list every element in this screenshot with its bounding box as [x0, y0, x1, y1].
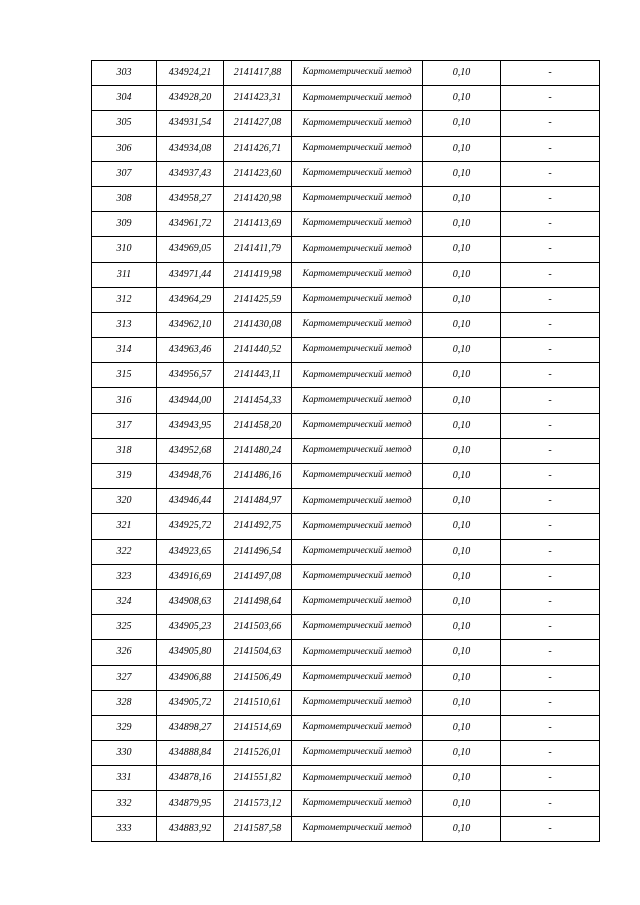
point-number-cell: 306 — [92, 136, 157, 161]
method-cell: Картометрический метод — [292, 791, 423, 816]
method-cell: Картометрический метод — [292, 615, 423, 640]
table-row — [92, 564, 600, 589]
note-cell: - — [501, 791, 600, 816]
table-row — [92, 489, 600, 514]
x-coordinate-cell: 434888,84 — [157, 741, 224, 766]
method-cell: Картометрический метод — [292, 388, 423, 413]
note-cell: - — [501, 539, 600, 564]
accuracy-cell: 0,10 — [423, 489, 501, 514]
point-number-cell: 317 — [92, 413, 157, 438]
point-number-cell: 322 — [92, 539, 157, 564]
accuracy-cell: 0,10 — [423, 413, 501, 438]
method-cell: Картометрический метод — [292, 464, 423, 489]
x-coordinate-cell: 434958,27 — [157, 186, 224, 211]
accuracy-cell: 0,10 — [423, 741, 501, 766]
accuracy-cell: 0,10 — [423, 136, 501, 161]
note-cell: - — [501, 665, 600, 690]
point-number-cell: 332 — [92, 791, 157, 816]
method-cell: Картометрический метод — [292, 640, 423, 665]
y-coordinate-cell: 2141443,11 — [224, 363, 292, 388]
point-number-cell: 331 — [92, 766, 157, 791]
x-coordinate-cell: 434952,68 — [157, 438, 224, 463]
x-coordinate-cell: 434925,72 — [157, 514, 224, 539]
table-row — [92, 86, 600, 111]
accuracy-cell: 0,10 — [423, 816, 501, 841]
note-cell: - — [501, 61, 600, 86]
y-coordinate-cell: 2141440,52 — [224, 338, 292, 363]
method-cell: Картометрический метод — [292, 363, 423, 388]
method-cell: Картометрический метод — [292, 539, 423, 564]
note-cell: - — [501, 589, 600, 614]
y-coordinate-cell: 2141454,33 — [224, 388, 292, 413]
note-cell: - — [501, 741, 600, 766]
method-cell: Картометрический метод — [292, 741, 423, 766]
point-number-cell: 310 — [92, 237, 157, 262]
note-cell: - — [501, 514, 600, 539]
point-number-cell: 313 — [92, 312, 157, 337]
table-row — [92, 438, 600, 463]
y-coordinate-cell: 2141413,69 — [224, 212, 292, 237]
note-cell: - — [501, 489, 600, 514]
x-coordinate-cell: 434946,44 — [157, 489, 224, 514]
x-coordinate-cell: 434963,46 — [157, 338, 224, 363]
y-coordinate-cell: 2141510,61 — [224, 690, 292, 715]
coordinates-table — [91, 60, 600, 842]
accuracy-cell: 0,10 — [423, 539, 501, 564]
y-coordinate-cell: 2141417,88 — [224, 61, 292, 86]
y-coordinate-cell: 2141423,60 — [224, 161, 292, 186]
note-cell: - — [501, 86, 600, 111]
point-number-cell: 324 — [92, 589, 157, 614]
method-cell: Картометрический метод — [292, 338, 423, 363]
y-coordinate-cell: 2141458,20 — [224, 413, 292, 438]
note-cell: - — [501, 564, 600, 589]
note-cell: - — [501, 186, 600, 211]
coordinates-table-body — [92, 61, 600, 842]
point-number-cell: 318 — [92, 438, 157, 463]
method-cell: Картометрический метод — [292, 111, 423, 136]
point-number-cell: 319 — [92, 464, 157, 489]
note-cell: - — [501, 413, 600, 438]
method-cell: Картометрический метод — [292, 212, 423, 237]
x-coordinate-cell: 434934,08 — [157, 136, 224, 161]
accuracy-cell: 0,10 — [423, 640, 501, 665]
method-cell: Картометрический метод — [292, 438, 423, 463]
x-coordinate-cell: 434931,54 — [157, 111, 224, 136]
table-row — [92, 388, 600, 413]
y-coordinate-cell: 2141426,71 — [224, 136, 292, 161]
table-row — [92, 161, 600, 186]
point-number-cell: 320 — [92, 489, 157, 514]
point-number-cell: 325 — [92, 615, 157, 640]
point-number-cell: 321 — [92, 514, 157, 539]
accuracy-cell: 0,10 — [423, 438, 501, 463]
y-coordinate-cell: 2141423,31 — [224, 86, 292, 111]
x-coordinate-cell: 434879,95 — [157, 791, 224, 816]
table-row — [92, 464, 600, 489]
accuracy-cell: 0,10 — [423, 514, 501, 539]
accuracy-cell: 0,10 — [423, 690, 501, 715]
point-number-cell: 309 — [92, 212, 157, 237]
accuracy-cell: 0,10 — [423, 715, 501, 740]
x-coordinate-cell: 434906,88 — [157, 665, 224, 690]
point-number-cell: 316 — [92, 388, 157, 413]
method-cell: Картометрический метод — [292, 665, 423, 690]
method-cell: Картометрический метод — [292, 413, 423, 438]
table-row — [92, 413, 600, 438]
table-row — [92, 338, 600, 363]
note-cell: - — [501, 312, 600, 337]
accuracy-cell: 0,10 — [423, 86, 501, 111]
y-coordinate-cell: 2141506,49 — [224, 665, 292, 690]
accuracy-cell: 0,10 — [423, 363, 501, 388]
table-row — [92, 312, 600, 337]
note-cell: - — [501, 287, 600, 312]
method-cell: Картометрический метод — [292, 312, 423, 337]
note-cell: - — [501, 237, 600, 262]
method-cell: Картометрический метод — [292, 237, 423, 262]
note-cell: - — [501, 438, 600, 463]
table-row — [92, 363, 600, 388]
note-cell: - — [501, 615, 600, 640]
method-cell: Картометрический метод — [292, 514, 423, 539]
note-cell: - — [501, 363, 600, 388]
method-cell: Картометрический метод — [292, 690, 423, 715]
accuracy-cell: 0,10 — [423, 262, 501, 287]
table-row — [92, 766, 600, 791]
accuracy-cell: 0,10 — [423, 338, 501, 363]
table-row — [92, 514, 600, 539]
point-number-cell: 303 — [92, 61, 157, 86]
x-coordinate-cell: 434908,63 — [157, 589, 224, 614]
y-coordinate-cell: 2141430,08 — [224, 312, 292, 337]
method-cell: Картометрический метод — [292, 589, 423, 614]
method-cell: Картометрический метод — [292, 136, 423, 161]
accuracy-cell: 0,10 — [423, 237, 501, 262]
x-coordinate-cell: 434971,44 — [157, 262, 224, 287]
x-coordinate-cell: 434964,29 — [157, 287, 224, 312]
point-number-cell: 326 — [92, 640, 157, 665]
point-number-cell: 329 — [92, 715, 157, 740]
note-cell: - — [501, 111, 600, 136]
note-cell: - — [501, 766, 600, 791]
y-coordinate-cell: 2141498,64 — [224, 589, 292, 614]
table-row — [92, 212, 600, 237]
y-coordinate-cell: 2141526,01 — [224, 741, 292, 766]
table-row — [92, 589, 600, 614]
y-coordinate-cell: 2141514,69 — [224, 715, 292, 740]
x-coordinate-cell: 434962,10 — [157, 312, 224, 337]
note-cell: - — [501, 690, 600, 715]
table-row — [92, 615, 600, 640]
table-row — [92, 715, 600, 740]
accuracy-cell: 0,10 — [423, 766, 501, 791]
method-cell: Картометрический метод — [292, 61, 423, 86]
y-coordinate-cell: 2141573,12 — [224, 791, 292, 816]
accuracy-cell: 0,10 — [423, 61, 501, 86]
x-coordinate-cell: 434956,57 — [157, 363, 224, 388]
point-number-cell: 304 — [92, 86, 157, 111]
x-coordinate-cell: 434969,05 — [157, 237, 224, 262]
table-row — [92, 61, 600, 86]
x-coordinate-cell: 434928,20 — [157, 86, 224, 111]
note-cell: - — [501, 212, 600, 237]
accuracy-cell: 0,10 — [423, 615, 501, 640]
y-coordinate-cell: 2141497,08 — [224, 564, 292, 589]
table-row — [92, 262, 600, 287]
method-cell: Картометрический метод — [292, 816, 423, 841]
note-cell: - — [501, 816, 600, 841]
x-coordinate-cell: 434898,27 — [157, 715, 224, 740]
table-row — [92, 741, 600, 766]
note-cell: - — [501, 388, 600, 413]
table-row — [92, 816, 600, 841]
method-cell: Картометрический метод — [292, 287, 423, 312]
method-cell: Картометрический метод — [292, 715, 423, 740]
accuracy-cell: 0,10 — [423, 212, 501, 237]
y-coordinate-cell: 2141425,59 — [224, 287, 292, 312]
method-cell: Картометрический метод — [292, 161, 423, 186]
x-coordinate-cell: 434916,69 — [157, 564, 224, 589]
y-coordinate-cell: 2141503,66 — [224, 615, 292, 640]
method-cell: Картометрический метод — [292, 186, 423, 211]
table-row — [92, 665, 600, 690]
x-coordinate-cell: 434923,65 — [157, 539, 224, 564]
point-number-cell: 308 — [92, 186, 157, 211]
note-cell: - — [501, 161, 600, 186]
method-cell: Картометрический метод — [292, 262, 423, 287]
point-number-cell: 312 — [92, 287, 157, 312]
table-row — [92, 640, 600, 665]
point-number-cell: 307 — [92, 161, 157, 186]
accuracy-cell: 0,10 — [423, 564, 501, 589]
point-number-cell: 328 — [92, 690, 157, 715]
x-coordinate-cell: 434948,76 — [157, 464, 224, 489]
point-number-cell: 315 — [92, 363, 157, 388]
note-cell: - — [501, 136, 600, 161]
accuracy-cell: 0,10 — [423, 111, 501, 136]
note-cell: - — [501, 640, 600, 665]
x-coordinate-cell: 434905,23 — [157, 615, 224, 640]
table-row — [92, 136, 600, 161]
y-coordinate-cell: 2141411,79 — [224, 237, 292, 262]
method-cell: Картометрический метод — [292, 766, 423, 791]
x-coordinate-cell: 434944,00 — [157, 388, 224, 413]
table-row — [92, 186, 600, 211]
y-coordinate-cell: 2141427,08 — [224, 111, 292, 136]
table-row — [92, 287, 600, 312]
note-cell: - — [501, 464, 600, 489]
y-coordinate-cell: 2141551,82 — [224, 766, 292, 791]
accuracy-cell: 0,10 — [423, 388, 501, 413]
accuracy-cell: 0,10 — [423, 589, 501, 614]
x-coordinate-cell: 434943,95 — [157, 413, 224, 438]
y-coordinate-cell: 2141492,75 — [224, 514, 292, 539]
point-number-cell: 327 — [92, 665, 157, 690]
table-row — [92, 237, 600, 262]
accuracy-cell: 0,10 — [423, 791, 501, 816]
point-number-cell: 311 — [92, 262, 157, 287]
x-coordinate-cell: 434937,43 — [157, 161, 224, 186]
point-number-cell: 314 — [92, 338, 157, 363]
point-number-cell: 323 — [92, 564, 157, 589]
y-coordinate-cell: 2141496,54 — [224, 539, 292, 564]
table-row — [92, 690, 600, 715]
x-coordinate-cell: 434883,92 — [157, 816, 224, 841]
accuracy-cell: 0,10 — [423, 186, 501, 211]
x-coordinate-cell: 434961,72 — [157, 212, 224, 237]
point-number-cell: 330 — [92, 741, 157, 766]
note-cell: - — [501, 338, 600, 363]
note-cell: - — [501, 715, 600, 740]
method-cell: Картометрический метод — [292, 564, 423, 589]
method-cell: Картометрический метод — [292, 86, 423, 111]
x-coordinate-cell: 434905,72 — [157, 690, 224, 715]
point-number-cell: 333 — [92, 816, 157, 841]
table-row — [92, 791, 600, 816]
accuracy-cell: 0,10 — [423, 464, 501, 489]
y-coordinate-cell: 2141484,97 — [224, 489, 292, 514]
x-coordinate-cell: 434878,16 — [157, 766, 224, 791]
y-coordinate-cell: 2141420,98 — [224, 186, 292, 211]
method-cell: Картометрический метод — [292, 489, 423, 514]
y-coordinate-cell: 2141486,16 — [224, 464, 292, 489]
x-coordinate-cell: 434905,80 — [157, 640, 224, 665]
y-coordinate-cell: 2141587,58 — [224, 816, 292, 841]
x-coordinate-cell: 434924,21 — [157, 61, 224, 86]
accuracy-cell: 0,10 — [423, 287, 501, 312]
y-coordinate-cell: 2141480,24 — [224, 438, 292, 463]
y-coordinate-cell: 2141504,63 — [224, 640, 292, 665]
y-coordinate-cell: 2141419,98 — [224, 262, 292, 287]
table-row — [92, 111, 600, 136]
accuracy-cell: 0,10 — [423, 312, 501, 337]
accuracy-cell: 0,10 — [423, 665, 501, 690]
accuracy-cell: 0,10 — [423, 161, 501, 186]
table-row — [92, 539, 600, 564]
note-cell: - — [501, 262, 600, 287]
point-number-cell: 305 — [92, 111, 157, 136]
